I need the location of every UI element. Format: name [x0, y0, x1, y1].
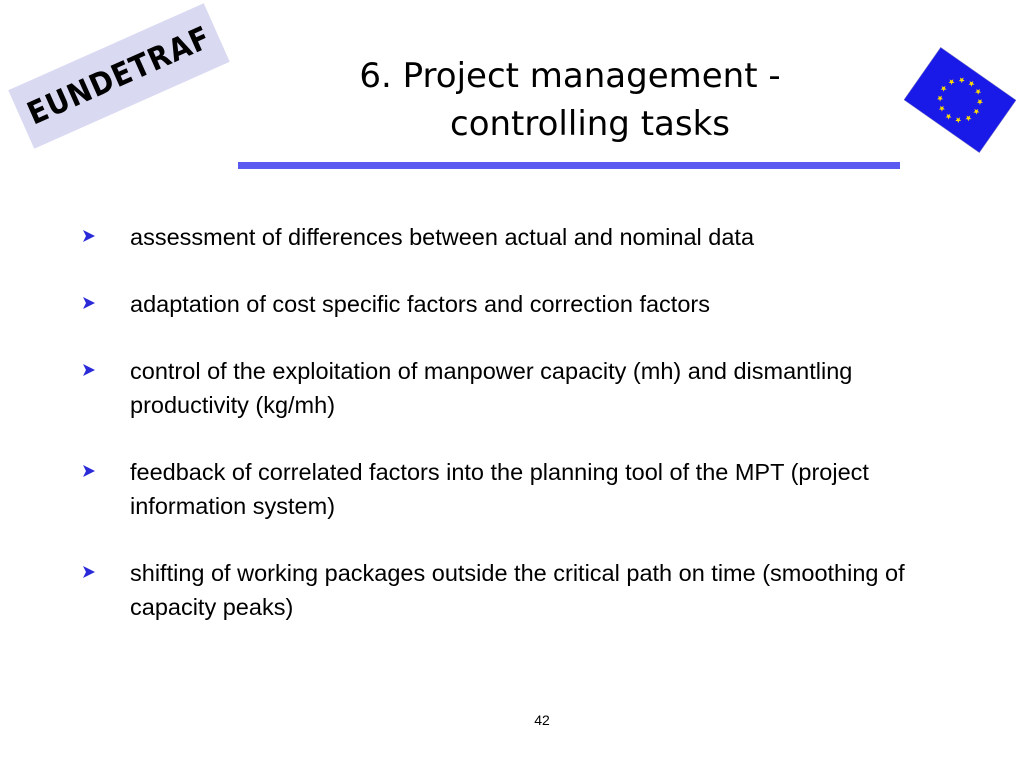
bullet-item [80, 220, 910, 254]
eundetraf-logo [8, 3, 230, 149]
arrow-bullet-icon [82, 229, 96, 243]
title-underline [238, 162, 900, 169]
arrow-bullet-icon [82, 363, 96, 377]
logo-text: EUNDETRAF [21, 19, 217, 133]
bullet-item [80, 556, 910, 624]
arrow-bullet-icon [82, 565, 96, 579]
bullet-text: shifting of working packages outside the critical path on time (smoothing of capacity peaks) [130, 560, 905, 620]
bullet-list [80, 220, 910, 657]
arrow-bullet-icon [82, 464, 96, 478]
bullet-text: adaptation of cost specific factors and correction factors [130, 291, 710, 317]
arrow-bullet-icon [82, 296, 96, 310]
slide-title [240, 52, 900, 148]
bullet-item [80, 354, 910, 422]
title-line-1: 6. Project management - [359, 56, 781, 96]
bullet-text: assessment of differences between actual and nominal data [130, 224, 755, 250]
bullet-text: control of the exploitation of manpower capacity (mh) and dismantling productivity (kg/mh) [130, 358, 853, 418]
bullet-item [80, 455, 910, 523]
bullet-text: feedback of correlated factors into the planning tool of the MPT (project information system) [130, 459, 869, 519]
page-number: 42 [534, 712, 550, 728]
bullet-item [80, 287, 910, 321]
eu-flag-icon [904, 44, 1016, 156]
title-line-2: controlling tasks [450, 104, 730, 144]
